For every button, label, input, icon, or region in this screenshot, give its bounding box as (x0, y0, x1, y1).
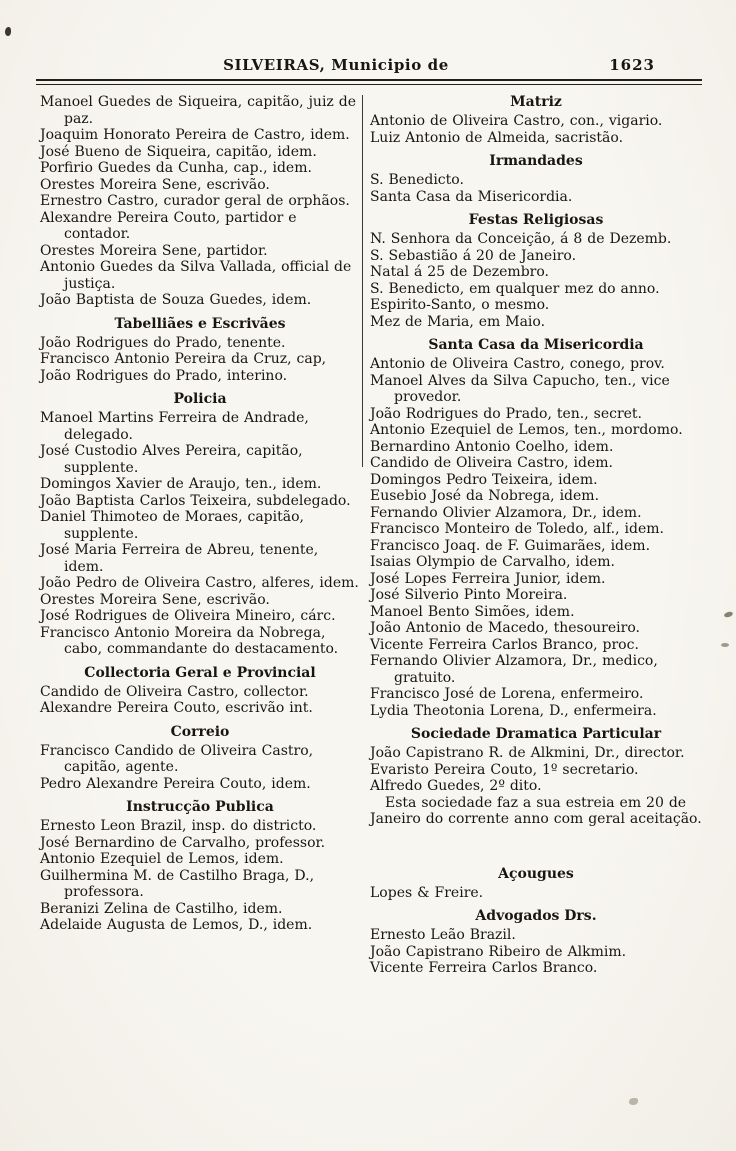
entry: Vicente Ferreira Carlos Branco, proc. (370, 636, 639, 653)
entry: Evaristo Pereira Couto, 1º secretario. (370, 761, 639, 778)
entry: Lydia Theotonia Lorena, D., enfermeira. (370, 702, 657, 719)
section (370, 212, 702, 330)
section-heading: Matriz (510, 94, 562, 110)
entry: Mez de Maria, em Maio. (370, 313, 546, 330)
entry: José Maria Ferreira de Abreu, tenente, idem. (40, 542, 319, 575)
entry: Orestes Moreira Sene, escrivão. (40, 176, 270, 193)
entry: João Rodrigues do Prado, interino. (40, 367, 288, 384)
section-heading: Sociedade Dramatica Particular (410, 726, 662, 742)
entry: Ernestro Castro, curador geral de orphãos. (40, 193, 350, 209)
entry: Santa Casa da Misericordia. (370, 188, 573, 205)
section (40, 391, 360, 658)
entry: Joaquim Honorato Pereira de Castro, idem. (40, 127, 350, 143)
entry: Francisco José de Lorena, enfermeiro. (370, 686, 644, 702)
section-heading: Advogados Drs. (475, 908, 597, 924)
entry: Alfredo Guedes, 2º dito. (370, 778, 542, 794)
section (370, 153, 702, 205)
entry: Antonio Ezequiel de Lemos, ten., mordomo. (370, 422, 683, 438)
entry: Candido de Oliveira Castro, collector. (40, 683, 309, 700)
entry: Manoel Martins Ferreira de Andrade, delegado. (40, 410, 309, 443)
entry: João Capistrano R. de Alkmini, Dr., director. (370, 745, 685, 761)
scan-artifact (721, 643, 729, 647)
entry: Natal á 25 de Dezembro. (370, 264, 549, 280)
entry: Antonio Ezequiel de Lemos, idem. (40, 851, 284, 867)
entry: Pedro Alexandre Pereira Couto, idem. (40, 775, 311, 792)
section-heading: Irmandades (489, 153, 583, 169)
entry: João Baptista Carlos Teixeira, subdelegado. (40, 492, 351, 509)
entry: Eusebio José da Nobrega, idem. (370, 488, 600, 504)
section (40, 94, 360, 309)
entry: José Bernardino de Carvalho, professor. (40, 834, 326, 851)
section (40, 316, 360, 385)
section-heading: Tabelliães e Escrivães (114, 315, 286, 332)
entry: Ernesto Leon Brazil, insp. do districto. (40, 818, 317, 834)
section (40, 799, 360, 934)
entry: Alexandre Pereira Couto, escrivão int. (40, 700, 313, 716)
entry: Antonio Guedes da Silva Vallada, official de justiça. (40, 259, 352, 292)
entry: Ernesto Leão Brazil. (370, 927, 516, 943)
page-title: SILVEIRAS, Municipio de (223, 56, 449, 74)
entry: João Baptista de Souza Guedes, idem. (40, 292, 312, 308)
note-paragraph: Esta sociedade faz a sua estreia em 20 de Janeiro do corrente anno com geral aceitação. (370, 794, 702, 827)
section (370, 908, 702, 977)
entry: Francisco Candido de Oliveira Castro, capitão, agente. (40, 742, 314, 775)
scan-artifact (723, 611, 733, 619)
entry: João Capistrano Ribeiro de Alkmim. (370, 943, 627, 960)
section-heading: Santa Casa da Misericordia (428, 337, 644, 353)
section-heading: Festas Religiosas (468, 212, 604, 228)
entry: Daniel Thimoteo de Moraes, capitão, supplente. (40, 509, 304, 542)
page-number: 1623 (609, 56, 655, 74)
text-columns (40, 94, 702, 981)
entry: Alexandre Pereira Couto, partidor e contador. (40, 209, 297, 242)
entry: João Pedro de Oliveira Castro, alferes, idem. (40, 575, 359, 591)
left-column (40, 94, 360, 981)
section-heading: Policia (173, 391, 227, 407)
section (40, 665, 360, 717)
entry: João Rodrigues do Prado, tenente. (40, 334, 286, 351)
entry: Porfirio Guedes da Cunha, cap., idem. (40, 160, 312, 176)
section-heading: Açougues (498, 865, 574, 882)
section-heading: Correio (170, 723, 230, 740)
entry: Antonio de Oliveira Castro, conego, prov. (370, 356, 665, 372)
entry: José Custodio Alves Pereira, capitão, supplente. (40, 443, 303, 476)
entry: Candido de Oliveira Castro, idem. (370, 455, 613, 471)
entry: Manoel Guedes de Siqueira, capitão, juiz de paz. (40, 94, 356, 127)
entry: Manoel Alves da Silva Capucho, ten., vice provedor. (370, 372, 670, 405)
entry: João Antonio de Macedo, thesoureiro. (370, 620, 640, 636)
entry: Espirito-Santo, o mesmo. (370, 297, 550, 313)
entry: Luiz Antonio de Almeida, sacristão. (370, 129, 624, 146)
entry: Lopes & Freire. (370, 884, 484, 901)
entry: Francisco Monteiro de Toledo, alf., idem. (370, 521, 664, 537)
entry: Fernando Olivier Alzamora, Dr., idem. (370, 504, 642, 521)
entry: S. Benedicto, em qualquer mez do anno. (370, 280, 660, 297)
entry: Beranizi Zelina de Castilho, idem. (40, 900, 283, 917)
section (370, 726, 702, 828)
header-rule (36, 79, 702, 85)
entry: Antonio de Oliveira Castro, con., vigario. (370, 113, 663, 129)
entry: S. Benedicto. (370, 172, 464, 188)
right-column (370, 94, 702, 981)
section (370, 866, 702, 902)
entry: José Rodrigues de Oliveira Mineiro, cárc. (40, 608, 336, 624)
entry: N. Senhora da Conceição, á 8 de Dezemb. (370, 231, 672, 247)
entry: Isaias Olympio de Carvalho, idem. (370, 554, 615, 570)
entry: Orestes Moreira Sene, partidor. (40, 242, 268, 259)
entry: Vicente Ferreira Carlos Branco. (370, 960, 598, 976)
scan-artifact (629, 1098, 638, 1105)
entry: Francisco Joaq. de F. Guimarães, idem. (370, 537, 651, 554)
entry: Domingos Pedro Teixeira, idem. (370, 471, 598, 488)
section-heading: Collectoria Geral e Provincial (84, 664, 316, 681)
entry: Bernardino Antonio Coelho, idem. (370, 438, 614, 455)
entry: José Lopes Ferreira Junior, idem. (370, 570, 606, 587)
entry: Fernando Olivier Alzamora, Dr., medico, gratuito. (370, 653, 658, 686)
section (370, 337, 702, 719)
section (370, 94, 702, 146)
entry: José Silverio Pinto Moreira. (370, 587, 568, 603)
section-heading: Instrucção Publica (126, 799, 274, 815)
entry: Francisco Antonio Pereira da Cruz, cap, (40, 351, 327, 367)
running-head (0, 56, 736, 78)
entry: Francisco Antonio Moreira da Nobrega, cabo, commandante do destacamento. (40, 624, 339, 657)
entry: S. Sebastião á 20 de Janeiro. (370, 247, 577, 264)
entry: Guilhermina M. de Castilho Braga, D., professora. (40, 867, 315, 900)
section (40, 724, 360, 793)
entry: Adelaide Augusta de Lemos, D., idem. (40, 917, 313, 933)
entry: José Bueno de Siqueira, capitão, idem. (40, 143, 317, 160)
entry: João Rodrigues do Prado, ten., secret. (370, 405, 642, 422)
entry: Orestes Moreira Sene, escrivão. (40, 591, 270, 608)
entry: Manoel Bento Simões, idem. (370, 603, 575, 620)
entry: Domingos Xavier de Araujo, ten., idem. (40, 476, 322, 492)
scan-artifact (5, 27, 11, 36)
